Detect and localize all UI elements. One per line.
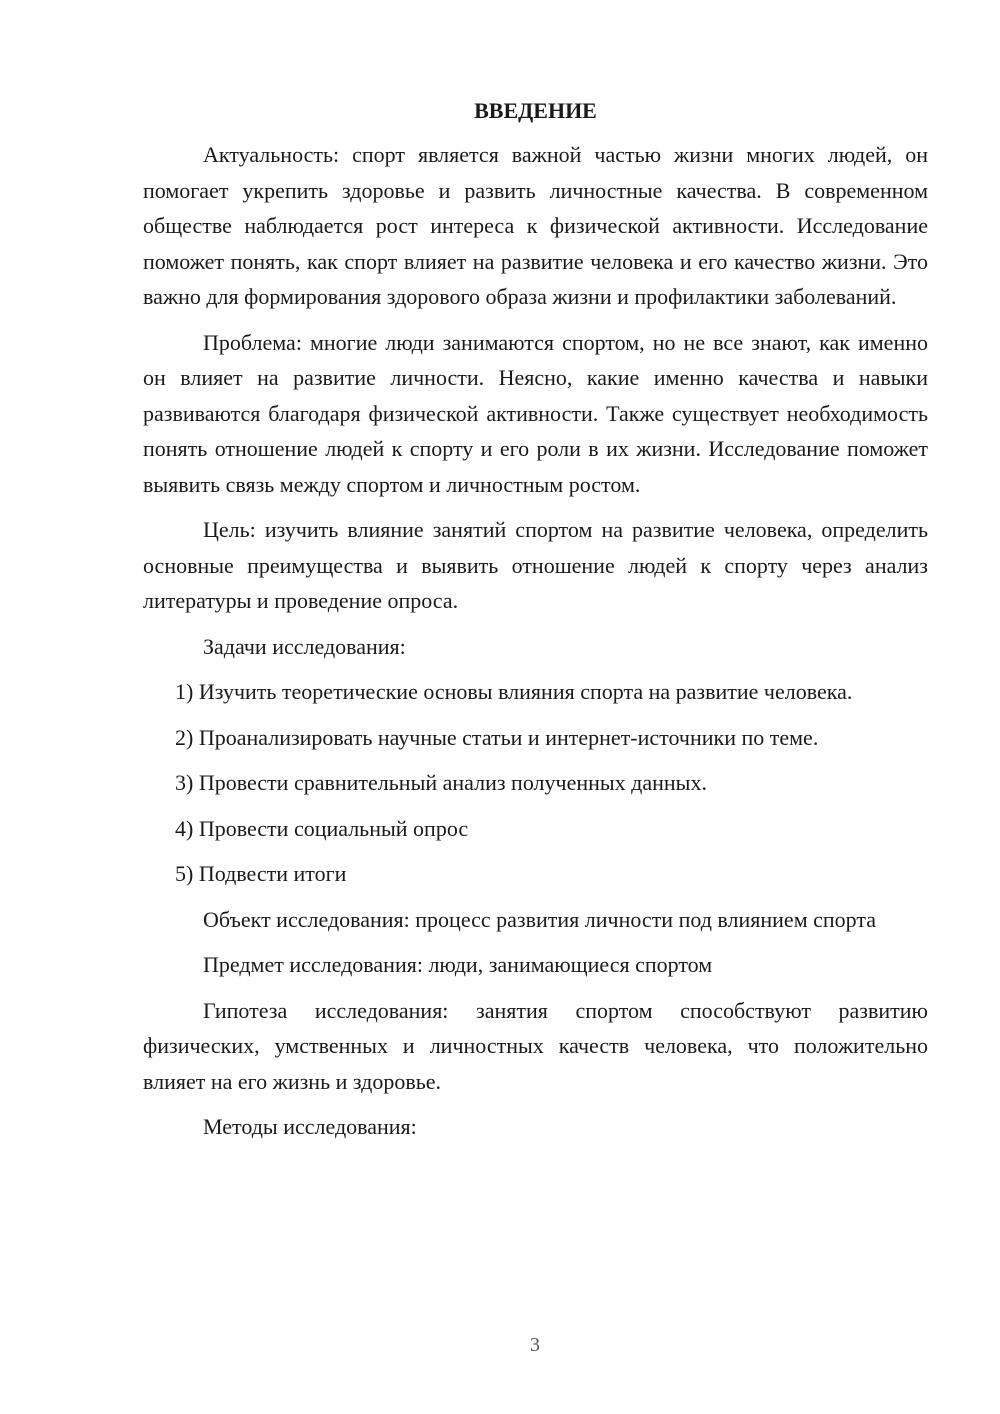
methods-title: Методы исследования: [203,1114,417,1139]
problem-paragraph: Проблема: многие люди занимаются спортом, но не все знают, как именно он влияет на развитие личности. Неясно, какие именно качества и навыки развиваются благодаря физической активности. Также существует необходимость понять отношение людей к спорту и его роли в их жизни. Исследование поможет выявить связь между спортом и личностным ростом. [143,329,928,497]
subject-paragraph: Предмет исследования: люди, занимающиеся спортом [203,952,713,977]
task-item: 5) Подвести итоги [175,861,347,886]
task-item: 3) Провести сравнительный анализ полученных данных. [175,770,707,795]
goal-paragraph: Цель: изучить влияние занятий спортом на развитие человека, определить основные преимущества и выявить отношение людей к спорту через анализ литературы и проведение опроса. [143,517,928,613]
object-paragraph: Объект исследования: процесс развития личности под влиянием спорта [203,906,877,932]
tasks-list [143,674,928,892]
page-number: 3 [530,1334,540,1356]
relevance-paragraph: Актуальность: спорт является важной частью жизни многих людей, он помогает укрепить здоровье и развить личностные качества. В современном обществе наблюдается рост интереса к физической активности. Исследование поможет понять, как спорт влияет на развитие человека и его качество жизни. Это важно для формирования здорового образа жизни и профилактики заболеваний. [143,142,928,309]
task-item: 1) Изучить теоретические основы влияния спорта на развитие человека. [175,679,853,704]
section-heading: ВВЕДЕНИЕ [474,98,597,123]
document-page [143,93,928,1155]
task-item: 2) Проанализировать научные статьи и интернет-источники по теме. [175,724,819,750]
tasks-title: Задачи исследования: [203,633,406,659]
task-item: 4) Провести социальный опрос [175,815,469,841]
hypothesis-paragraph: Гипотеза исследования: занятия спортом способствуют развитию физических, умственных и личностных качеств человека, что положительно влияет на его жизнь и здоровье. [143,997,928,1094]
